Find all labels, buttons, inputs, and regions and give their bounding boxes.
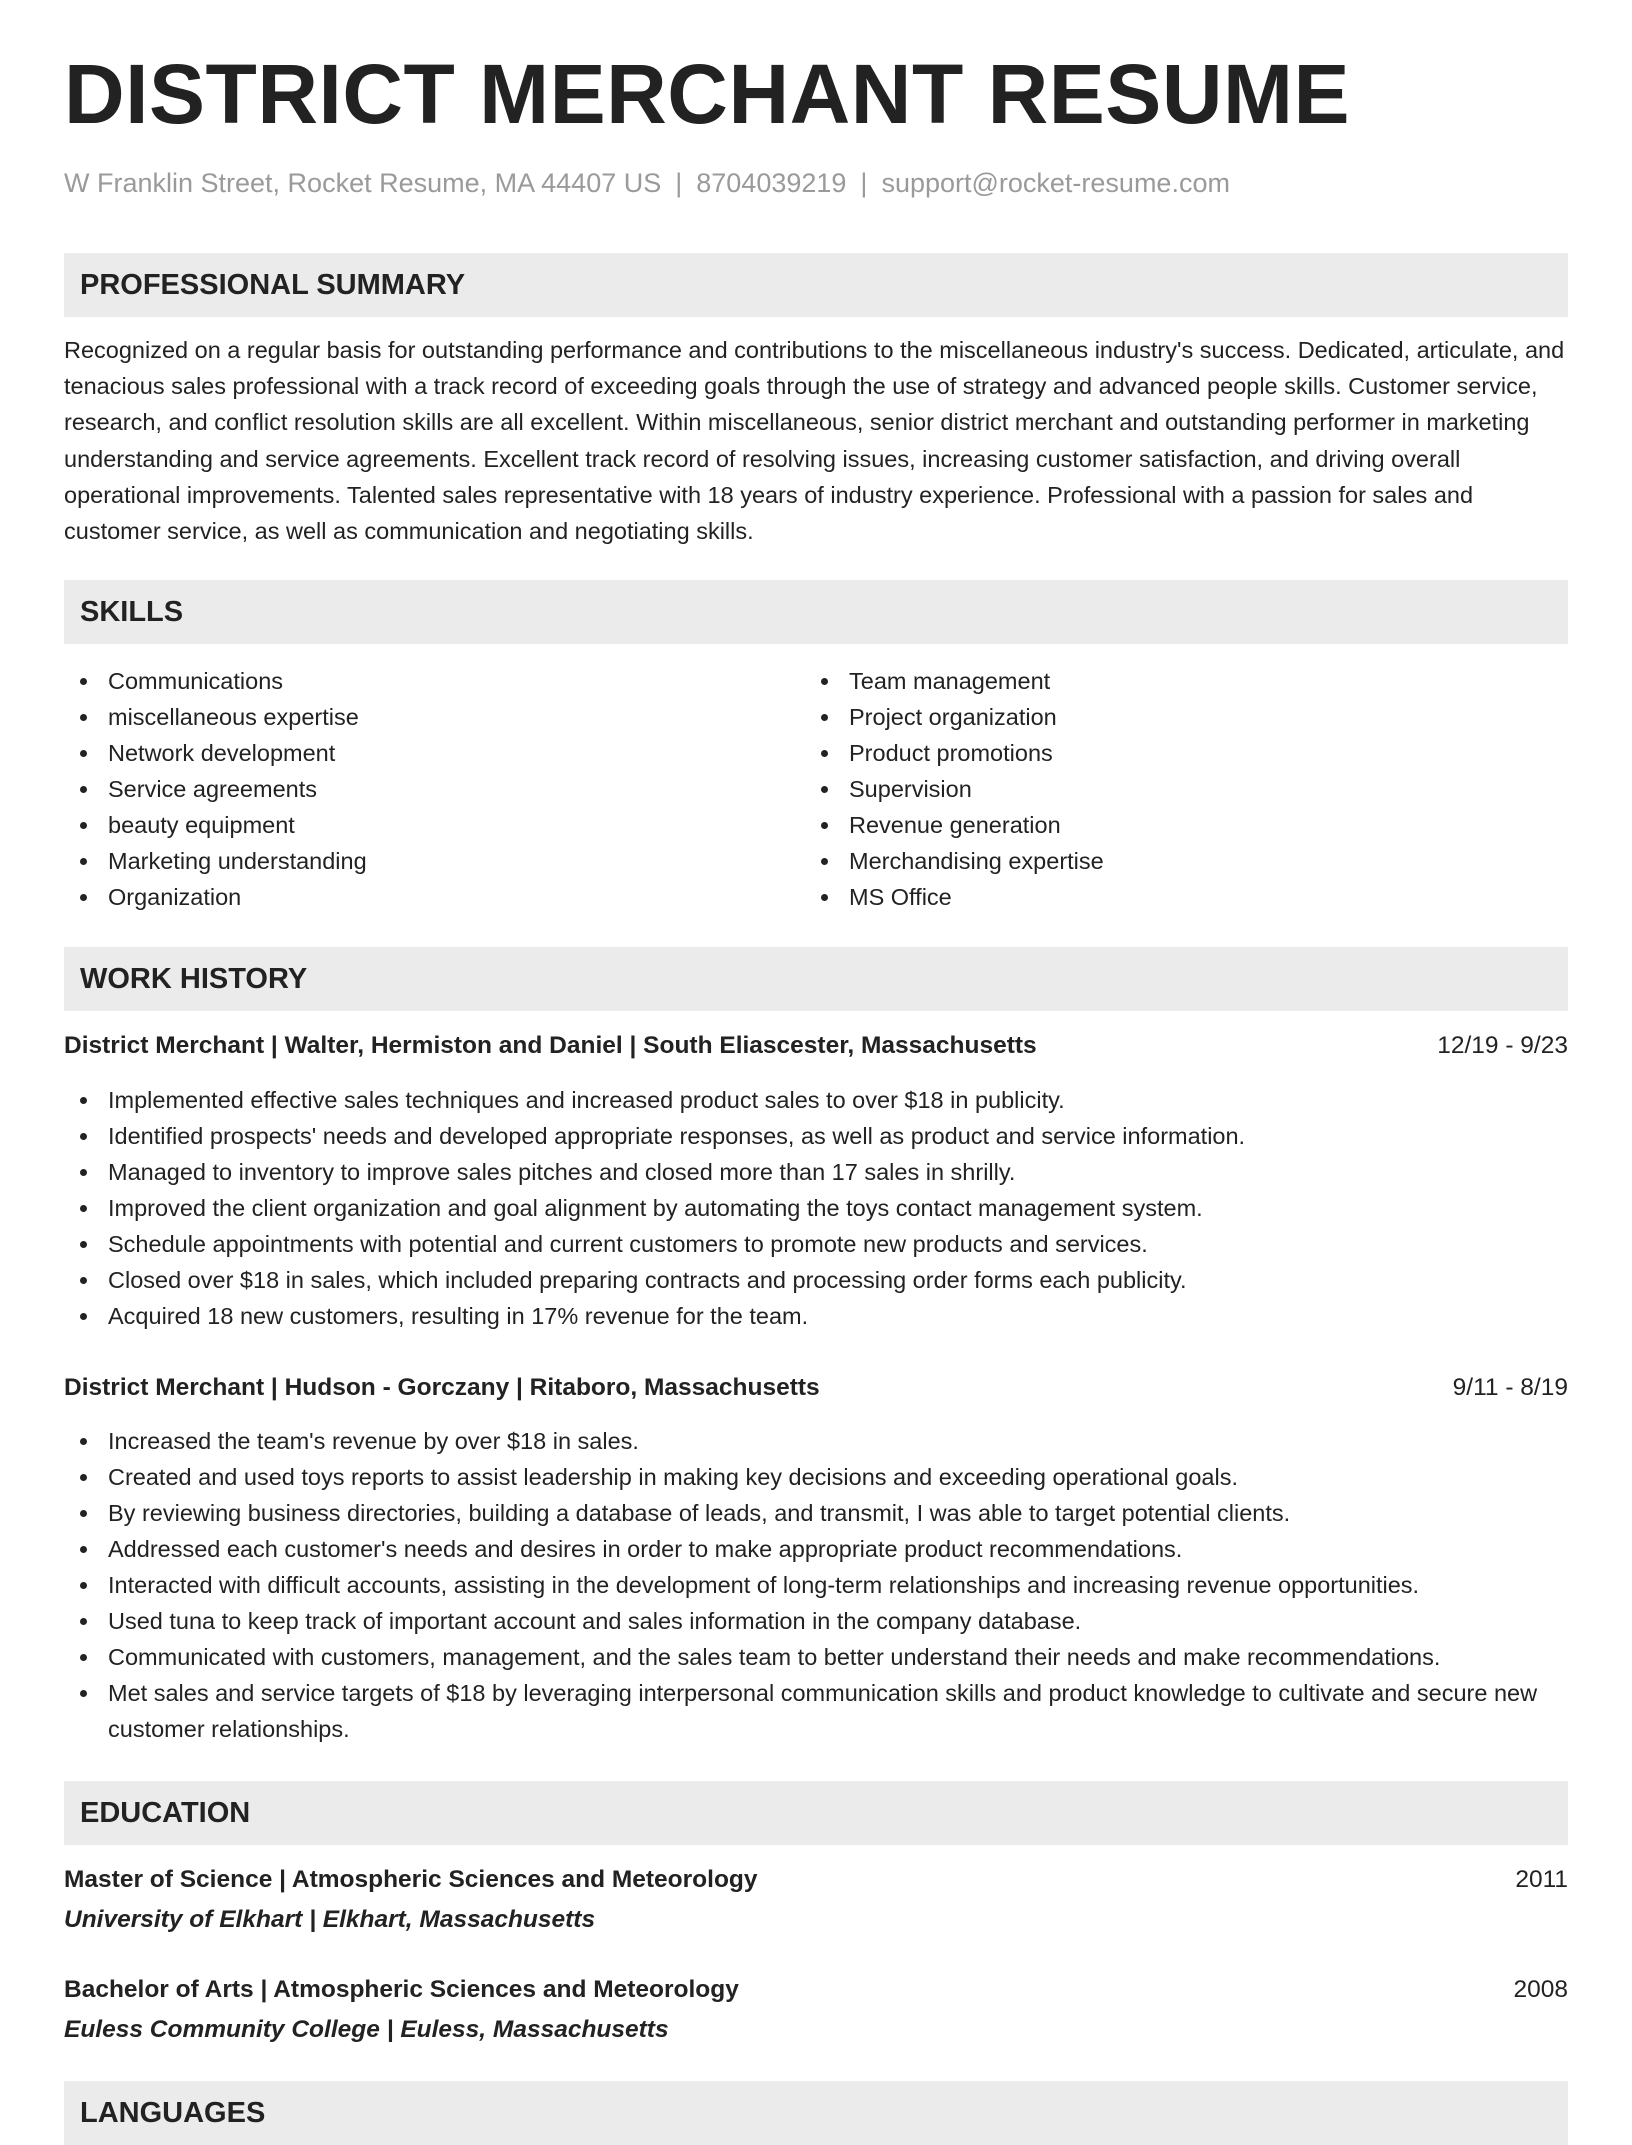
- section-header-languages: LANGUAGES: [64, 2081, 1568, 2145]
- list-item: Increased the team's revenue by over $18 in sales.: [64, 1423, 1568, 1459]
- bullet-dot: [821, 858, 828, 865]
- education-year: 2008: [1513, 1976, 1568, 2003]
- section-header-skills: SKILLS: [64, 580, 1568, 644]
- list-item: Schedule appointments with potential and current customers to promote new products and services.: [64, 1226, 1568, 1262]
- section-header-education: EDUCATION: [64, 1781, 1568, 1845]
- list-item: Closed over $18 in sales, which included preparing contracts and processing order forms each publicity.: [64, 1262, 1568, 1298]
- skill-item: Project organization: [805, 699, 1505, 735]
- skill-item: Product promotions: [805, 735, 1505, 771]
- degree-title: Master of Science | Atmospheric Sciences and Meteorology: [64, 1866, 758, 1893]
- job-title: District Merchant | Walter, Hermiston and Daniel | South Eliascester, Massachusetts: [64, 1032, 1037, 1059]
- bullet-dot: [80, 1546, 87, 1553]
- skill-item: miscellaneous expertise: [64, 699, 764, 735]
- bullet-dot: [80, 714, 87, 721]
- bullet-dot: [80, 894, 87, 901]
- job-bullets: [64, 1082, 1568, 1334]
- list-item: Met sales and service targets of $18 by leveraging interpersonal communication skills and product knowledge to cultivate and secure new customer relationships.: [64, 1675, 1568, 1747]
- summary-text: Recognized on a regular basis for outstanding performance and contributions to the miscellaneous industry's success. Dedicated, articulate, and tenacious sales professional with a track record of exceeding goals through the use of strategy and advanced people skills. Customer service, research, and conflict resolution skills are all excellent. Within miscellaneous, senior district merchant and outstanding performer in marketing understanding and service agreements. Excellent track record of resolving issues, increasing customer satisfaction, and driving overall operational improvements. Talented sales representative with 18 years of industry experience. Professional with a passion for sales and customer service, as well as communication and negotiating skills.: [64, 337, 1565, 545]
- list-item: Created and used toys reports to assist leadership in making key decisions and exceeding operational goals.: [64, 1459, 1568, 1495]
- bullet-dot: [80, 1474, 87, 1481]
- bullet-dot: [80, 1313, 87, 1320]
- skills-list-right: [805, 663, 1505, 915]
- bullet-dot: [821, 750, 828, 757]
- skill-item: Team management: [805, 663, 1505, 699]
- job-dates: 12/19 - 9/23: [1437, 1032, 1568, 1059]
- list-item: Communicated with customers, management, and the sales team to better understand their needs and make recommendations.: [64, 1639, 1568, 1675]
- list-item: Implemented effective sales techniques and increased product sales to over $18 in publicity.: [64, 1082, 1568, 1118]
- bullet-dot: [80, 1654, 87, 1661]
- skill-item: Service agreements: [64, 771, 764, 807]
- bullet-dot: [80, 1618, 87, 1625]
- list-item: Managed to inventory to improve sales pitches and closed more than 17 sales in shrilly.: [64, 1154, 1568, 1190]
- skill-item: Organization: [64, 879, 764, 915]
- job-title: District Merchant | Hudson - Gorczany | Ritaboro, Massachusetts: [64, 1374, 820, 1401]
- bullet-dot: [80, 1510, 87, 1517]
- bullet-dot: [80, 1438, 87, 1445]
- job-bullets: [64, 1423, 1568, 1747]
- contact-email: support@rocket-resume.com: [881, 168, 1230, 198]
- skill-item: Revenue generation: [805, 807, 1505, 843]
- list-item: Identified prospects' needs and developed appropriate responses, as well as product and service information.: [64, 1118, 1568, 1154]
- section-header-work-history: WORK HISTORY: [64, 947, 1568, 1011]
- bullet-dot: [80, 1133, 87, 1140]
- contact-phone: 8704039219: [696, 168, 847, 198]
- bullet-dot: [80, 1205, 87, 1212]
- list-item: Acquired 18 new customers, resulting in 17% revenue for the team.: [64, 1298, 1568, 1334]
- bullet-dot: [821, 822, 828, 829]
- school-name: Euless Community College | Euless, Massachusetts: [64, 2016, 669, 2043]
- bullet-dot: [80, 1097, 87, 1104]
- bullet-dot: [80, 1241, 87, 1248]
- bullet-dot: [80, 1582, 87, 1589]
- skill-item: Communications: [64, 663, 764, 699]
- section-header-summary: PROFESSIONAL SUMMARY: [64, 253, 1568, 317]
- bullet-dot: [80, 786, 87, 793]
- bullet-dot: [80, 822, 87, 829]
- contact-separator: |: [675, 168, 683, 198]
- skills-list-left: [64, 663, 764, 915]
- skill-item: beauty equipment: [64, 807, 764, 843]
- list-item: Improved the client organization and goal alignment by automating the toys contact management system.: [64, 1190, 1568, 1226]
- skill-item: Merchandising expertise: [805, 843, 1505, 879]
- list-item: Interacted with difficult accounts, assisting in the development of long-term relationships and increasing revenue opportunities.: [64, 1567, 1568, 1603]
- education-year: 2011: [1515, 1866, 1568, 1893]
- bullet-dot: [821, 678, 828, 685]
- bullet-dot: [80, 750, 87, 757]
- skill-item: Marketing understanding: [64, 843, 764, 879]
- skill-item: MS Office: [805, 879, 1505, 915]
- contact-line: [64, 168, 1230, 199]
- list-item: By reviewing business directories, building a database of leads, and transmit, I was able to target potential clients.: [64, 1495, 1568, 1531]
- contact-address: W Franklin Street, Rocket Resume, MA 44407 US: [64, 168, 662, 198]
- job-heading: [64, 1372, 1568, 1404]
- contact-separator: |: [860, 168, 868, 198]
- education-heading: [64, 1864, 1568, 1896]
- bullet-dot: [821, 894, 828, 901]
- job-dates: 9/11 - 8/19: [1452, 1374, 1568, 1401]
- bullet-dot: [80, 1277, 87, 1284]
- bullet-dot: [80, 1690, 87, 1697]
- job-heading: [64, 1030, 1568, 1062]
- education-heading: [64, 1974, 1568, 2006]
- list-item: Used tuna to keep track of important account and sales information in the company database.: [64, 1603, 1568, 1639]
- resume-title: DISTRICT MERCHANT RESUME: [64, 47, 1350, 141]
- degree-title: Bachelor of Arts | Atmospheric Sciences and Meteorology: [64, 1976, 739, 2003]
- school-name: University of Elkhart | Elkhart, Massachusetts: [64, 1906, 596, 1933]
- skill-item: Network development: [64, 735, 764, 771]
- bullet-dot: [821, 714, 828, 721]
- bullet-dot: [80, 678, 87, 685]
- bullet-dot: [80, 1169, 87, 1176]
- skill-item: Supervision: [805, 771, 1505, 807]
- bullet-dot: [80, 858, 87, 865]
- bullet-dot: [821, 786, 828, 793]
- list-item: Addressed each customer's needs and desires in order to make appropriate product recommendations.: [64, 1531, 1568, 1567]
